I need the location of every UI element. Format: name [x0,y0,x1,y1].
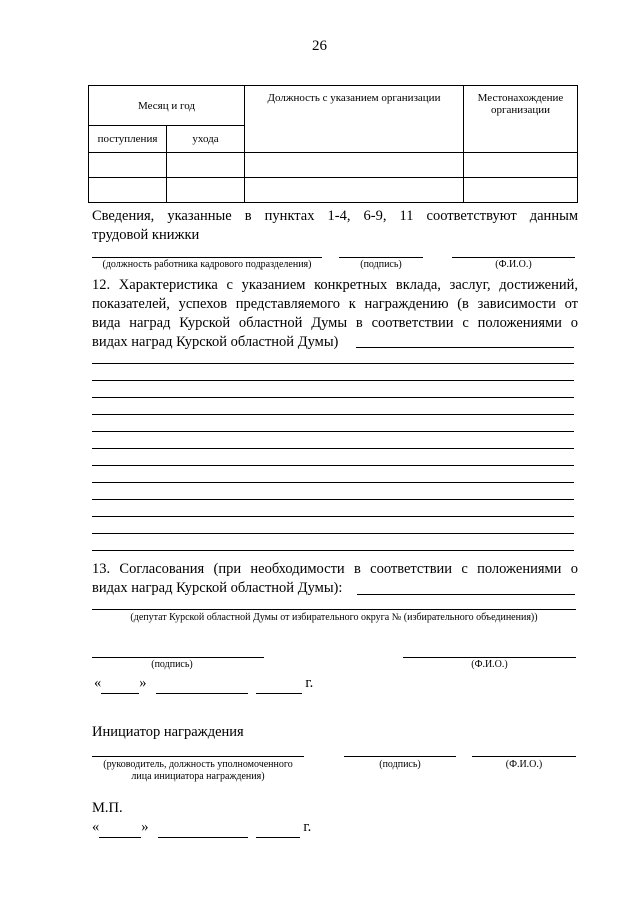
characteristic-line[interactable] [92,448,574,449]
header-position: Должность с указанием организации [245,86,464,153]
subheader-exit: ухода [167,126,245,153]
characteristic-line[interactable] [92,533,574,534]
characteristic-line[interactable] [92,550,574,551]
date-year-field[interactable] [256,818,300,838]
section-13-line1: 13. Согласования (при необходимости в соответствии с положениями о [92,561,578,577]
section-12-line4: видах наград Курской областной Думы) [92,334,339,350]
date-quote-close: » [139,675,147,691]
characteristic-line[interactable] [92,431,574,432]
date-month-field[interactable] [156,674,248,694]
page-number: 26 [312,38,327,54]
signature-line[interactable] [92,657,264,658]
section-12-line2: показателей, успехов представляемого к награждению (в зависимости от [92,296,578,312]
date-quote-close: » [141,819,149,835]
signature-line[interactable] [344,756,456,757]
employment-table [88,85,578,203]
initiator-heading: Инициатор награждения [92,724,244,740]
table-cell[interactable] [245,178,464,203]
section-12-line1: 12. Характеристика с указанием конкретных вклада, заслуг, достижений, [92,277,578,293]
date-year-field[interactable] [256,674,302,694]
caption-name: (Ф.И.О.) [505,759,543,770]
caption-initiator-head-line2: лица инициатора награждения) [131,771,265,782]
characteristic-line[interactable] [92,499,574,500]
signature-line[interactable] [339,257,423,258]
position-line[interactable] [92,257,322,258]
characteristic-line[interactable] [92,414,574,415]
date-day-field[interactable] [101,674,139,694]
caption-hr-position: (должность работника кадрового подразделения) [102,259,312,270]
stamp-date [92,818,311,838]
caption-name: (Ф.И.О.) [471,659,508,670]
header-location: Местонахождение организации [464,86,578,153]
date-quote-open: « [94,675,102,691]
year-suffix: г. [303,819,312,835]
section-12-line3: вида наград Курской областной Думы в соответствии с положениями о [92,315,578,331]
caption-initiator-head [92,759,304,783]
table-cell[interactable] [464,153,578,178]
table-cell[interactable] [167,153,245,178]
characteristic-line[interactable] [92,380,574,381]
initiator-position-line[interactable] [92,756,304,757]
stamp-label: М.П. [92,800,123,816]
characteristic-line[interactable] [92,397,574,398]
workbook-statement-line2: трудовой книжки [92,227,200,243]
subheader-entry: поступления [89,126,167,153]
approval-input-line[interactable] [357,594,575,595]
characteristic-line[interactable] [92,363,574,364]
characteristic-line[interactable] [92,465,574,466]
table-cell[interactable] [245,153,464,178]
year-suffix: г. [305,675,314,691]
table-cell[interactable] [464,178,578,203]
workbook-statement-line1: Сведения, указанные в пунктах 1-4, 6-9, 11 соответствуют данным [92,208,578,224]
caption-initiator-head-line1: (руководитель, должность уполномоченного [103,759,293,770]
date-month-field[interactable] [158,818,248,838]
characteristic-line[interactable] [92,482,574,483]
characteristic-input-line[interactable] [356,347,574,348]
caption-deputy: (депутат Курской областной Думы от избирательного округа № (избирательного объединения)) [130,612,538,623]
table-cell[interactable] [89,153,167,178]
date-quote-open: « [92,819,100,835]
date-day-field[interactable] [99,818,141,838]
approval-date [94,674,313,694]
caption-signature: (подпись) [360,259,402,270]
caption-signature: (подпись) [379,759,421,770]
table-cell[interactable] [89,178,167,203]
section-13-line2: видах наград Курской областной Думы): [92,580,343,596]
table-row [89,153,578,178]
caption-name: (Ф.И.О.) [495,259,532,270]
deputy-line[interactable] [92,609,576,610]
name-line[interactable] [452,257,575,258]
header-month-year: Месяц и год [89,86,245,126]
caption-signature: (подпись) [151,659,193,670]
characteristic-line[interactable] [92,516,574,517]
table-cell[interactable] [167,178,245,203]
name-line[interactable] [472,756,576,757]
table-row [89,178,578,203]
name-line[interactable] [403,657,576,658]
